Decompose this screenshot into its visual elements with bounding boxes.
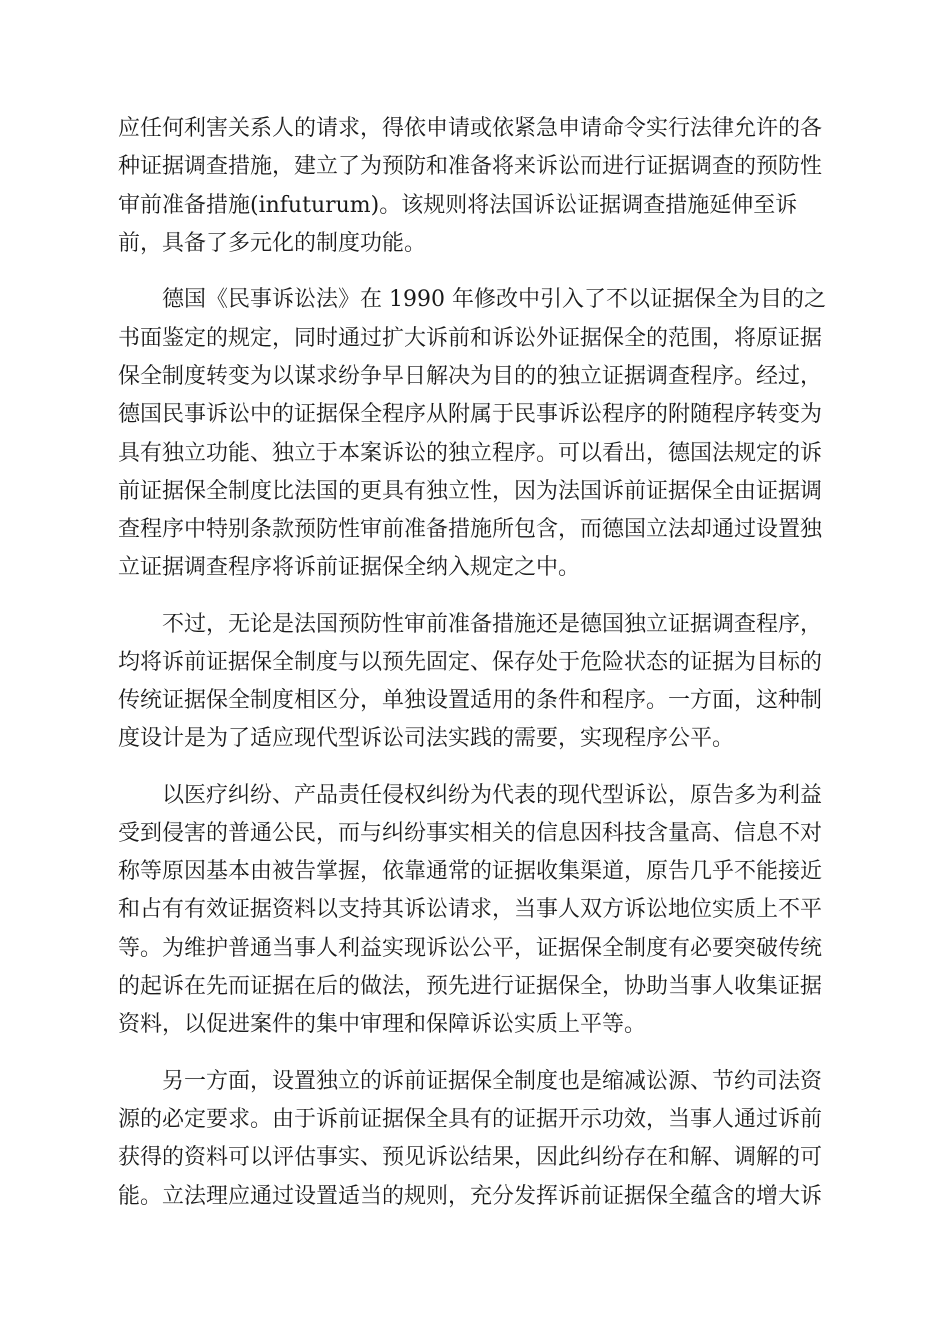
text-line: 源的必定要求。由于诉前证据保全具有的证据开示功效，当事人通过诉前 <box>118 1107 823 1132</box>
text-line: 度设计是为了适应现代型诉讼司法实践的需要，实现程序公平。 <box>118 726 735 751</box>
text-line: 能。立法理应通过设置适当的规则，充分发挥诉前证据保全蕴含的增大诉 <box>118 1184 823 1209</box>
text-line: 均将诉前证据保全制度与以预先固定、保存处于危险状态的证据为目标的 <box>118 650 823 675</box>
text-line: 德国《民事诉讼法》在 1990 年修改中引入了不以证据保全为目的之 <box>162 287 826 312</box>
text-line: 德国民事诉讼中的证据保全程序从附属于民事诉讼程序的附随程序转变为 <box>118 402 823 427</box>
text-line: 受到侵害的普通公民，而与纠纷事实相关的信息因科技含量高、信息不对 <box>118 821 823 846</box>
text-line: 等。为维护普通当事人利益实现诉讼公平，证据保全制度有必要突破传统 <box>118 936 823 961</box>
text-line: 传统证据保全制度相区分，单独设置适用的条件和程序。一方面，这种制 <box>118 688 823 713</box>
text-line: 前，具备了多元化的制度功能。 <box>118 231 427 256</box>
text-line: 应任何利害关系人的请求，得依申请或依紧急申请命令实行法律允许的各 <box>118 116 823 141</box>
text-line: 另一方面，设置独立的诉前证据保全制度也是缩减讼源、节约司法资 <box>162 1069 823 1094</box>
text-line: 以医疗纠纷、产品责任侵权纠纷为代表的现代型诉讼，原告多为利益 <box>162 783 823 808</box>
text-line: 立证据调查程序将诉前证据保全纳入规定之中。 <box>118 555 581 580</box>
text-line: 种证据调查措施，建立了为预防和准备将来诉讼而进行证据调查的预防性 <box>118 154 823 179</box>
text-line: 资料，以促进案件的集中审理和保障诉讼实质上平等。 <box>118 1012 647 1037</box>
text-line: 审前准备措施(infuturum)。该规则将法国诉讼证据调查措施延伸至诉 <box>118 193 798 218</box>
text-line: 查程序中特别条款预防性审前准备措施所包含，而德国立法却通过设置独 <box>118 517 823 542</box>
text-line: 和占有有效证据资料以支持其诉讼请求，当事人双方诉讼地位实质上不平 <box>118 897 823 922</box>
text-line: 书面鉴定的规定，同时通过扩大诉前和诉讼外证据保全的范围，将原证据 <box>118 326 823 351</box>
text-line: 的起诉在先而证据在后的做法，预先进行证据保全，协助当事人收集证据 <box>118 974 823 999</box>
text-line: 称等原因基本由被告掌握，依靠通常的证据收集渠道，原告几乎不能接近 <box>118 859 823 884</box>
text-line: 前证据保全制度比法国的更具有独立性，因为法国诉前证据保全由证据调 <box>118 479 823 504</box>
text-line: 获得的资料可以评估事实、预见诉讼结果，因此纠纷存在和解、调解的可 <box>118 1145 823 1170</box>
text-line: 保全制度转变为以谋求纷争早日解决为目的的独立证据调查程序。经过， <box>118 364 823 389</box>
text-line: 具有独立功能、独立于本案诉讼的独立程序。可以看出，德国法规定的诉 <box>118 441 823 466</box>
text-line: 不过，无论是法国预防性审前准备措施还是德国独立证据调查程序， <box>162 612 823 637</box>
